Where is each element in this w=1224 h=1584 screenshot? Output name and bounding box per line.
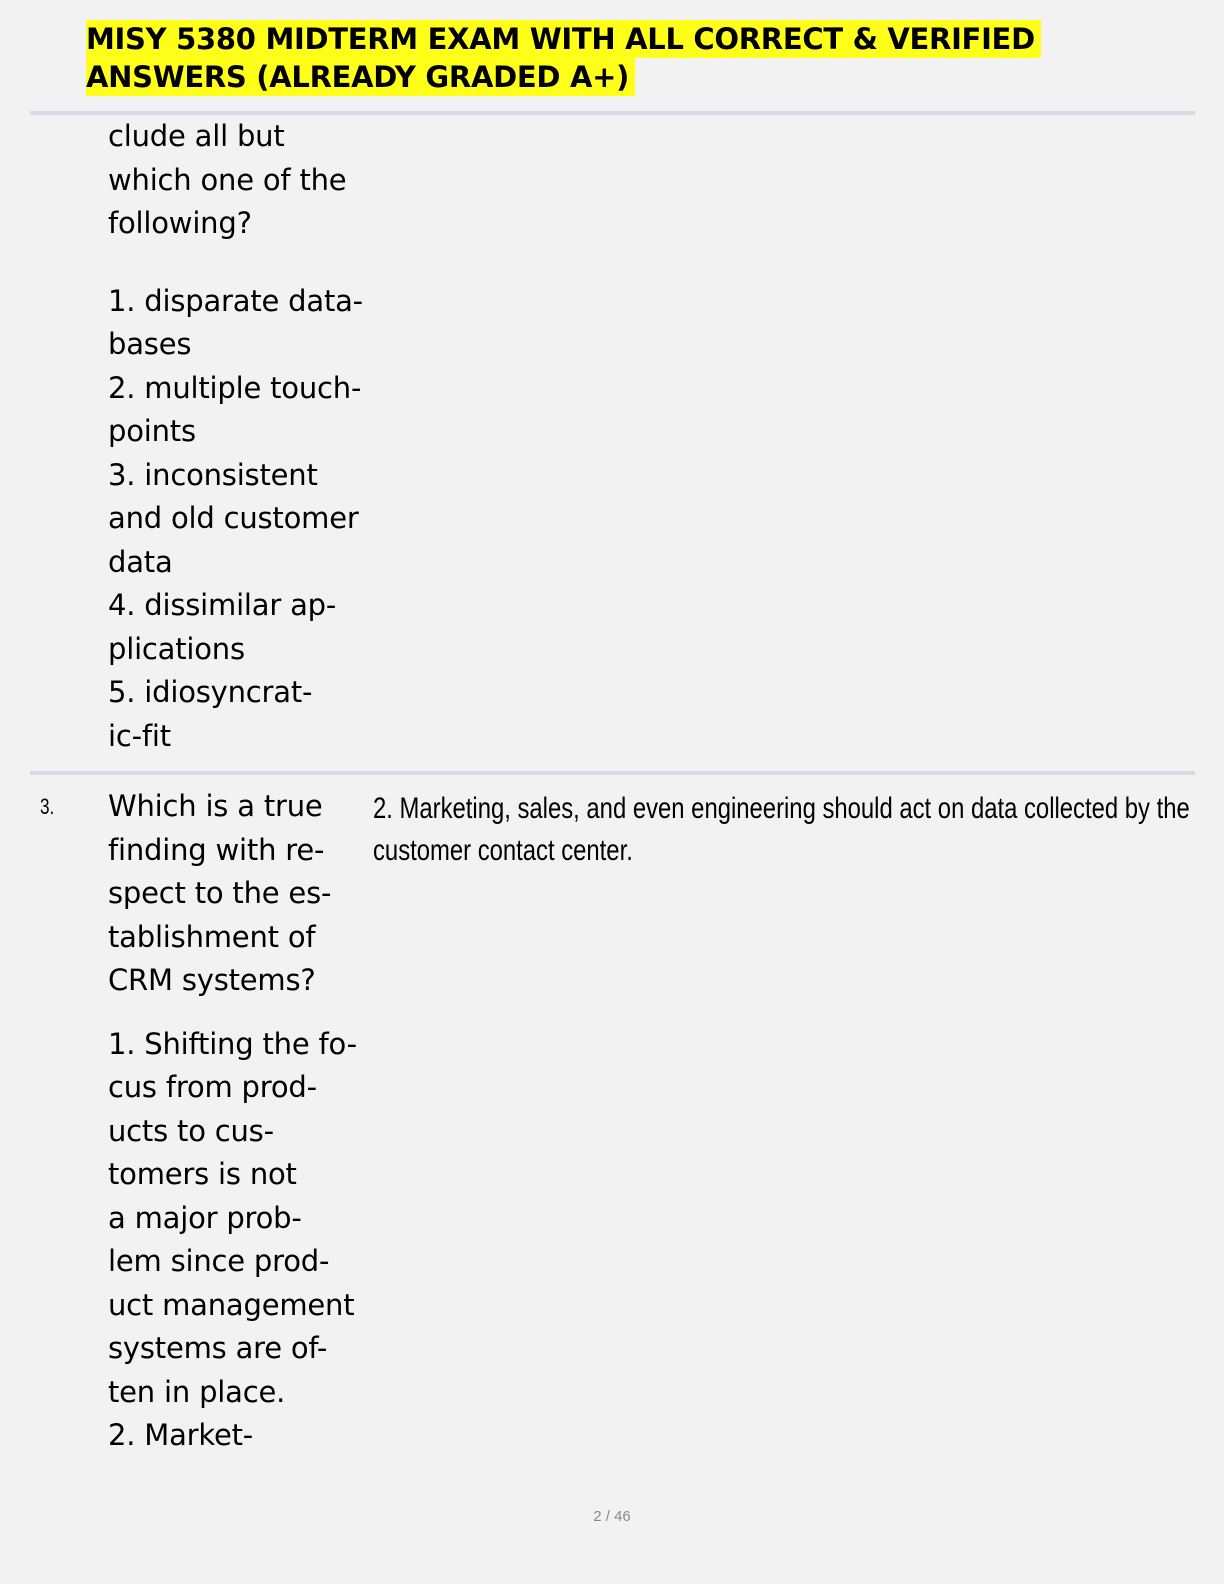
option-line: lem since prod- bbox=[108, 1244, 330, 1278]
option-line: points bbox=[108, 414, 196, 448]
option-line: bases bbox=[108, 327, 192, 361]
option-line: systems are of- bbox=[108, 1331, 328, 1365]
question-line: tablishment of bbox=[108, 919, 316, 954]
question-block bbox=[108, 785, 370, 1458]
option-line: 1. Shifting the fo- bbox=[108, 1026, 357, 1061]
option-line: tomers is not bbox=[108, 1157, 297, 1191]
option-line: a major prob- bbox=[108, 1200, 302, 1235]
question-line: CRM systems? bbox=[108, 963, 316, 997]
question-line: following? bbox=[108, 206, 252, 240]
option-line: uct management bbox=[108, 1287, 355, 1322]
question-line: spect to the es- bbox=[108, 876, 332, 910]
option-line: 2. Market- bbox=[108, 1418, 254, 1452]
option-line: plications bbox=[108, 631, 245, 666]
question-number: 3. bbox=[40, 794, 55, 819]
option-line: ten in place. bbox=[108, 1374, 286, 1409]
option-line: and old customer bbox=[108, 501, 359, 535]
question-block-continued bbox=[108, 115, 370, 758]
answer-line: customer contact center. bbox=[373, 834, 633, 867]
question-divider bbox=[30, 771, 1195, 775]
question-line: Which is a true bbox=[108, 789, 323, 823]
option-line: cus from prod- bbox=[108, 1070, 317, 1104]
page-number: 2 / 46 bbox=[593, 1508, 631, 1525]
answer-line: 2. Marketing, sales, and even engineering should act on data collected by the bbox=[373, 792, 1190, 825]
question-line: clude all but bbox=[108, 119, 285, 153]
option-line: 5. idiosyncrat- bbox=[108, 675, 313, 709]
option-line: ic-fit bbox=[108, 718, 171, 753]
option-line: 2. multiple touch- bbox=[108, 370, 362, 405]
answer-text bbox=[373, 788, 1190, 872]
title-line-2: ANSWERS (ALREADY GRADED A+) bbox=[86, 58, 635, 96]
option-line: 3. inconsistent bbox=[108, 457, 318, 492]
option-line: 4. dissimilar ap- bbox=[108, 588, 337, 622]
option-line: 1. disparate data- bbox=[108, 283, 363, 318]
title-line-1: MISY 5380 MIDTERM EXAM WITH ALL CORRECT & VERIFIED bbox=[86, 20, 1041, 58]
question-line: which one of the bbox=[108, 162, 347, 197]
question-line: finding with re- bbox=[108, 832, 325, 867]
option-line: data bbox=[108, 544, 173, 579]
option-line: ucts to cus- bbox=[108, 1113, 274, 1148]
document-header bbox=[86, 20, 1076, 96]
